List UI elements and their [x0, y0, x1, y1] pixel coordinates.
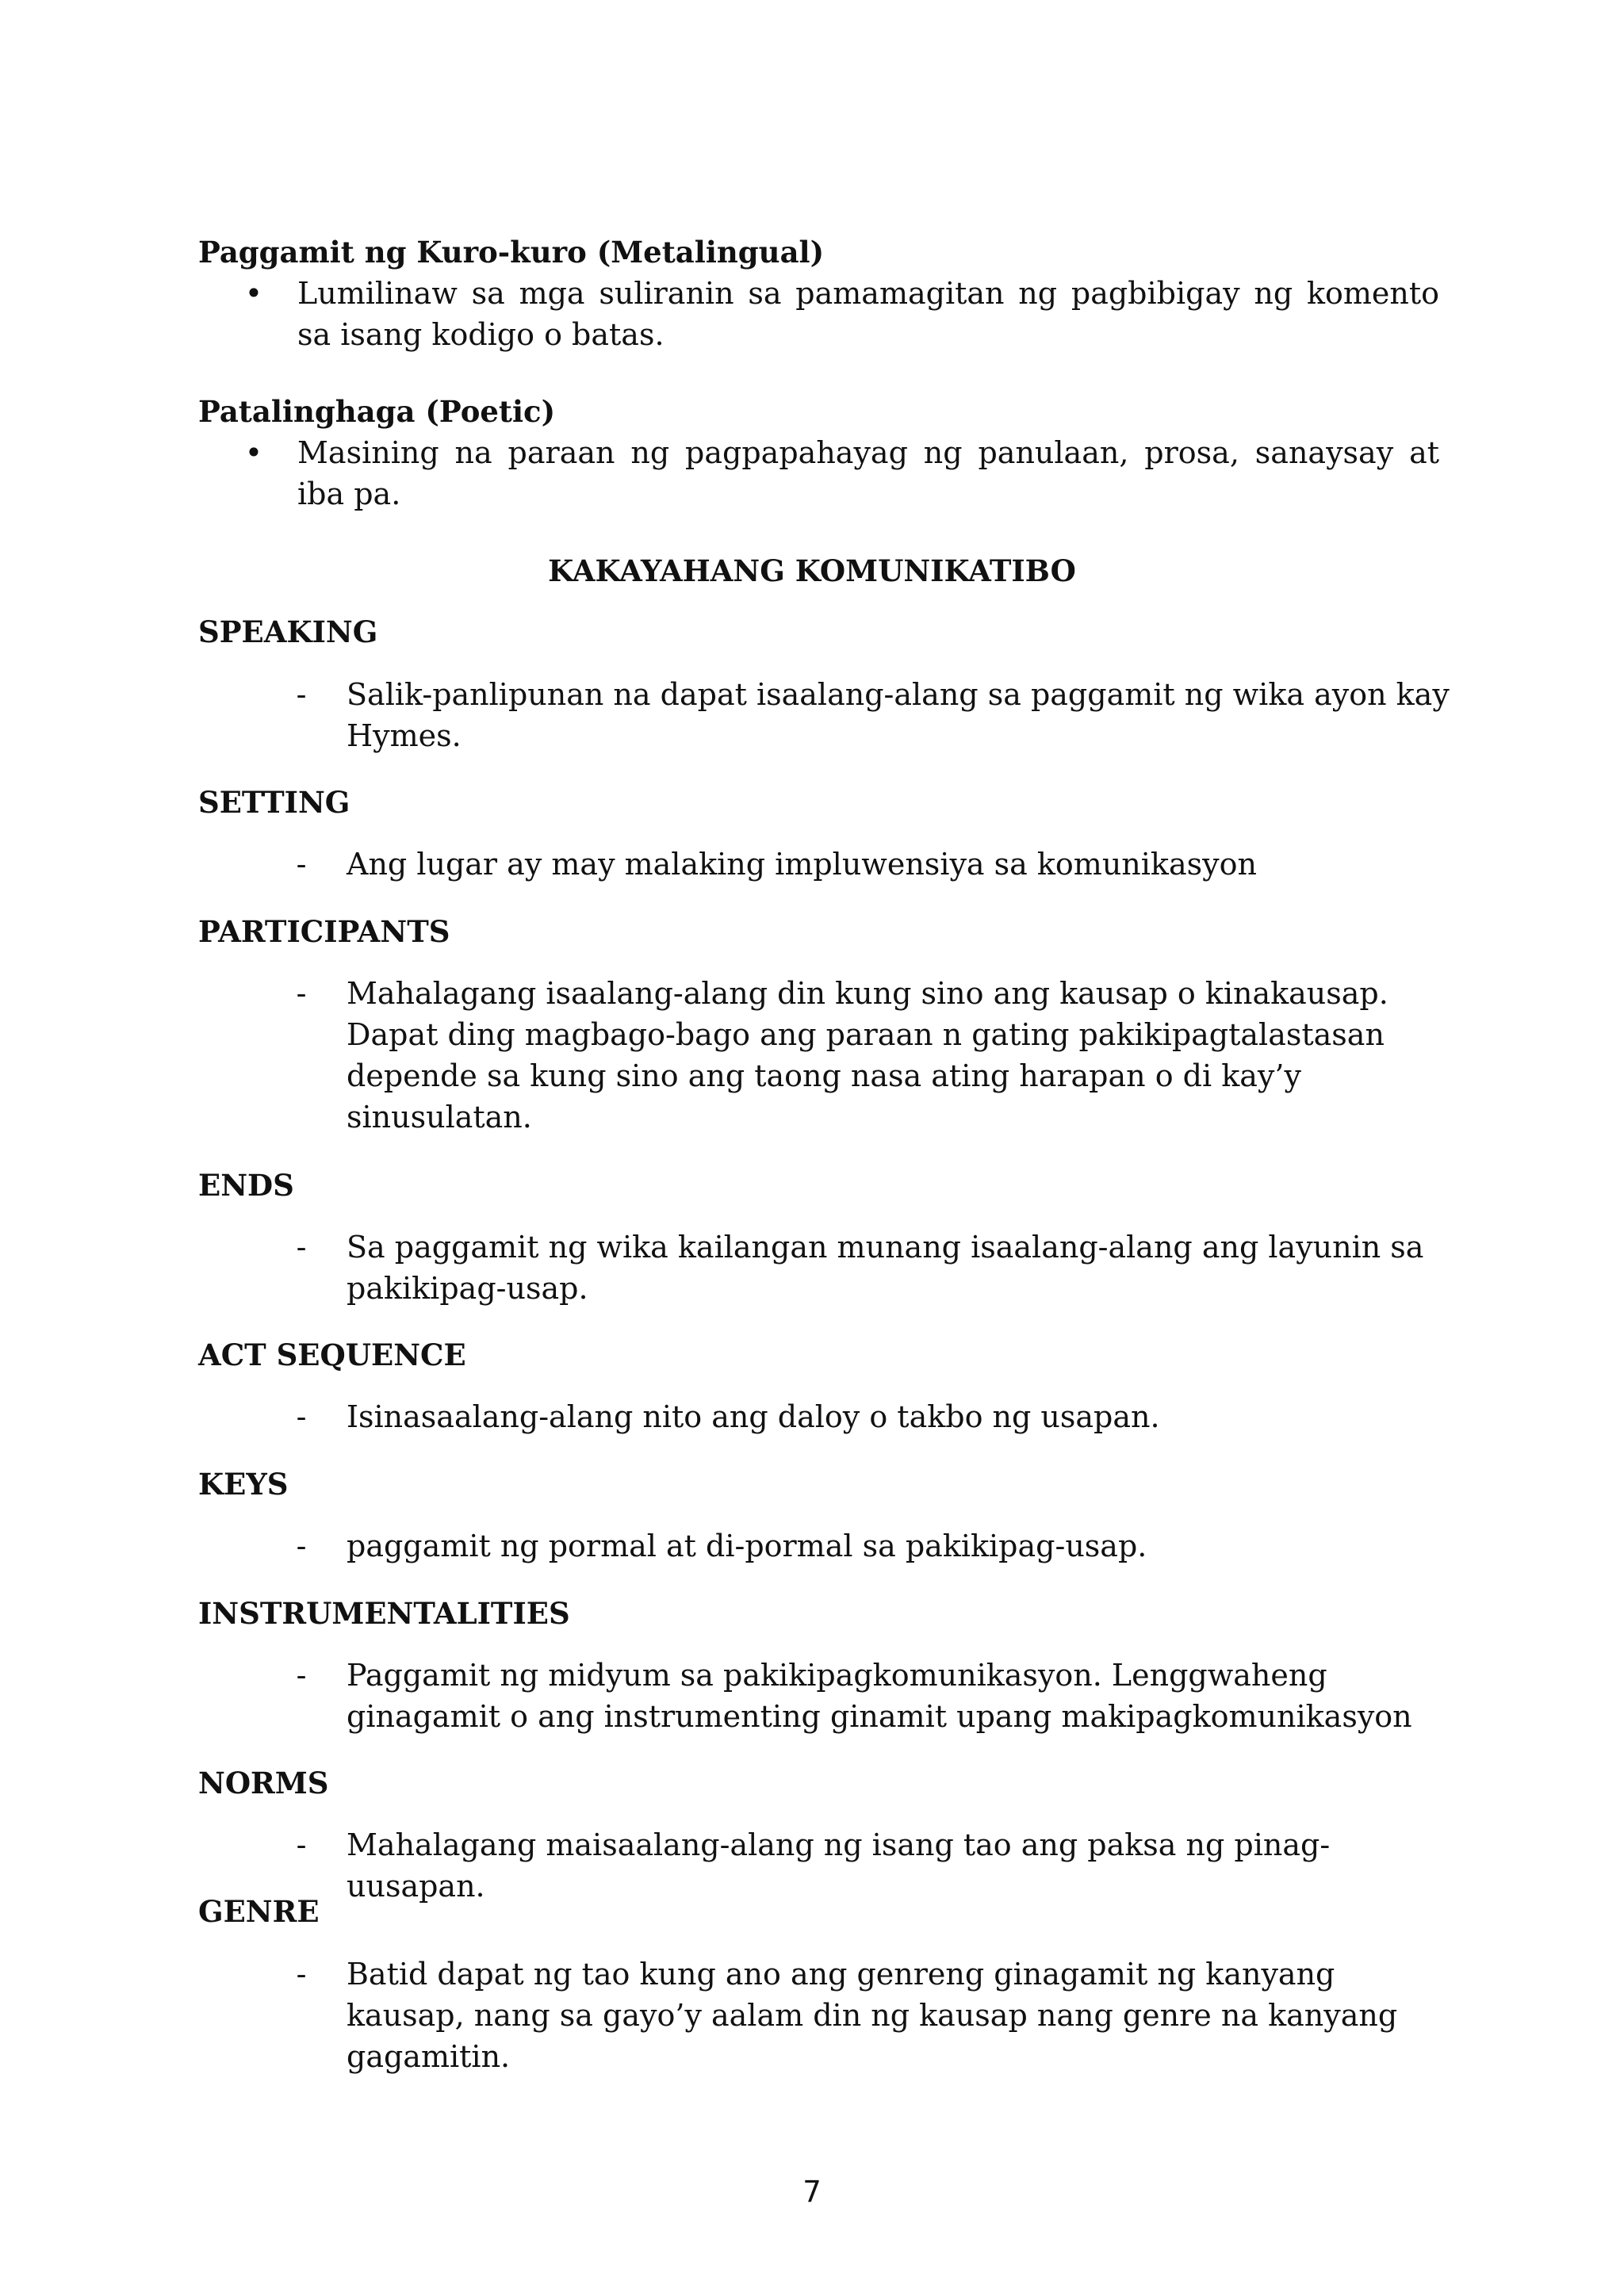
item-text-norms: Mahalagang maisaalang-alang ng isang tao ang paksa ng pinag-uusapan. [347, 1827, 1331, 1904]
dash-marker: - [296, 1827, 307, 1862]
bullet-item-metalingual [238, 273, 1439, 355]
bullet-icon: • [244, 276, 263, 311]
item-heading-setting: SETTING [198, 785, 350, 820]
item-text-act-sequence: Isinasaalang-alang nito ang daloy o takbo ng usapan. [347, 1399, 1160, 1434]
item-text-setting: Ang lugar ay may malaking impluwensiya sa komunikasyon [347, 847, 1257, 882]
dash-marker: - [296, 847, 307, 882]
item-text-participants: Mahalagang isaalang-alang din kung sino ang kausap o kinakausap. Dapat ding magbago-bago ang paraan n gating pakikipagtalastasan depende sa kung sino ang taong nasa ating harapan o di kay’y sinusulatan. [347, 976, 1388, 1135]
item-act-sequence [293, 1396, 1459, 1437]
item-text-genre: Batid dapat ng tao kung ano ang genreng ginagamit ng kanyang kausap, nang sa gayo’y aalam din ng kausap nang genre na kanyang gagamitin. [347, 1957, 1398, 2074]
item-setting [293, 844, 1459, 885]
item-keys [293, 1525, 1459, 1567]
item-heading-keys: KEYS [198, 1467, 289, 1502]
item-heading-participants: PARTICIPANTS [198, 914, 450, 949]
bullet-text-metalingual: Lumilinaw sa mga suliranin sa pamamagitan ng pagbibigay ng komento sa isang kodigo o batas. [297, 276, 1439, 352]
item-participants [293, 973, 1459, 1138]
item-heading-norms: NORMS [198, 1766, 329, 1800]
page-title: KAKAYAHANG KOMUNIKATIBO [548, 553, 1076, 588]
item-text-ends: Sa paggamit ng wika kailangan munang isaalang-alang ang layunin sa pakikipag-usap. [347, 1230, 1424, 1306]
dash-marker: - [296, 1230, 307, 1265]
bullet-icon: • [244, 435, 263, 470]
section-heading-poetic: Patalinghaga (Poetic) [198, 394, 556, 429]
item-instrumentalities [293, 1655, 1459, 1737]
item-heading-genre: GENRE [198, 1894, 320, 1929]
item-text-keys: paggamit ng pormal at di-pormal sa pakikipag-usap. [347, 1529, 1147, 1563]
dash-marker: - [296, 1399, 307, 1434]
item-heading-instrumentalities: INSTRUMENTALITIES [198, 1596, 570, 1631]
section-heading-metalingual: Paggamit ng Kuro-kuro (Metalingual) [198, 235, 825, 270]
item-speaking [293, 674, 1459, 756]
item-heading-speaking: SPEAKING [198, 614, 378, 649]
dash-marker: - [296, 677, 307, 712]
bullet-item-poetic [238, 432, 1439, 515]
dash-marker: - [296, 1957, 307, 1992]
dash-marker: - [296, 976, 307, 1011]
item-genre [293, 1954, 1459, 2077]
item-heading-act-sequence: ACT SEQUENCE [198, 1337, 466, 1372]
bullet-text-poetic: Masining na paraan ng pagpapahayag ng panulaan, prosa, sanaysay at iba pa. [297, 435, 1439, 511]
item-ends [293, 1226, 1459, 1309]
item-heading-ends: ENDS [198, 1168, 294, 1203]
dash-marker: - [296, 1658, 307, 1693]
item-text-instrumentalities: Paggamit ng midyum sa pakikipagkomunikasyon. Lenggwaheng ginagamit o ang instrumenting ginamit upang makipagkomunikasyon [347, 1658, 1412, 1734]
dash-marker: - [296, 1529, 307, 1563]
item-text-speaking: Salik-panlipunan na dapat isaalang-alang sa paggamit ng wika ayon kay Hymes. [347, 677, 1450, 753]
item-norms [293, 1824, 1459, 1907]
page-number: 7 [802, 2175, 822, 2209]
